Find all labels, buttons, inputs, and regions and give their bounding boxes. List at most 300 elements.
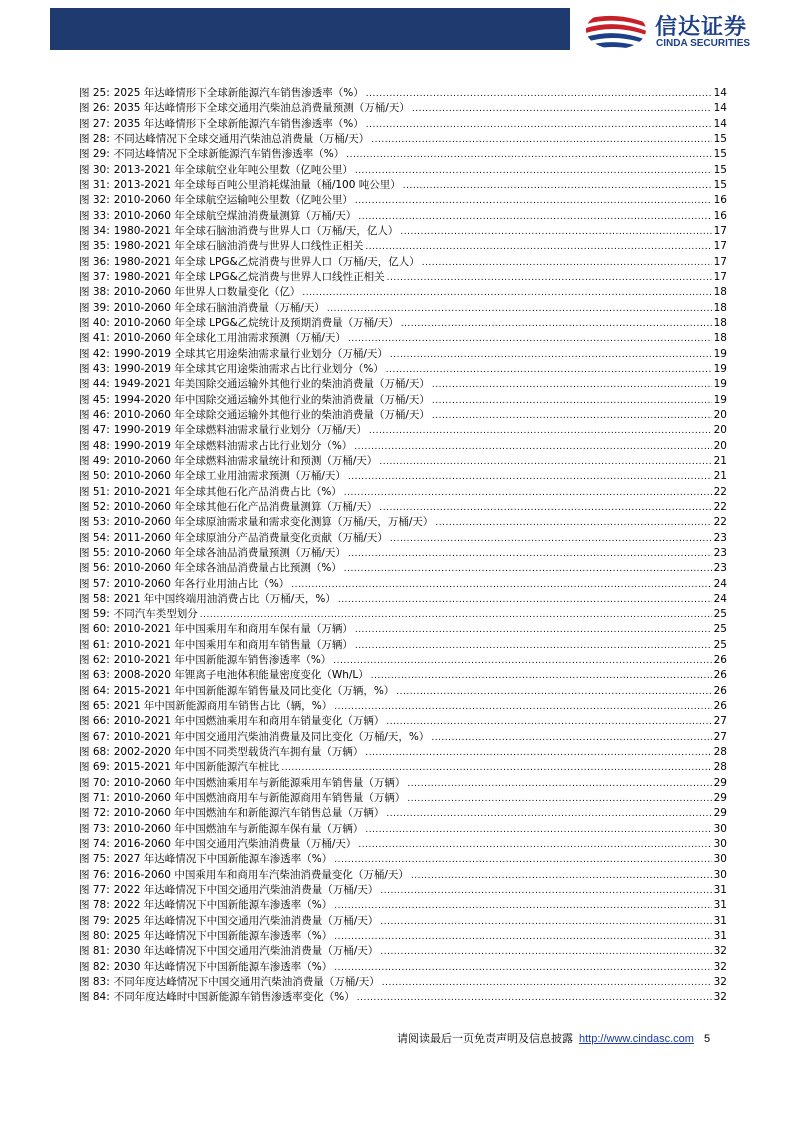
toc-figure-title: 2025 年达峰情况下中国新能源车渗透率（%） xyxy=(113,930,333,943)
toc-figure-title: 2025 年达峰情形下全球新能源汽车销售渗透率（%） xyxy=(113,87,364,99)
toc-entry[interactable] xyxy=(79,423,727,438)
toc-page-number: 21 xyxy=(713,454,727,467)
toc-figure-title: 2010-2060 年全球除交通运输外其他行业的柴油消费量（万桶/天） xyxy=(113,408,430,421)
toc-page-number: 26 xyxy=(713,700,727,713)
toc-page-number: 28 xyxy=(713,761,727,774)
toc-figure-title: 2016-2060 年中国交通用汽柴油消费量（万桶/天） xyxy=(113,838,357,851)
toc-leader-dots xyxy=(386,715,711,730)
toc-figure-title: 2010-2060 年全球石脑油消费量（万桶/天） xyxy=(113,301,325,314)
toc-figure-number: 图 40: xyxy=(79,316,110,329)
toc-entry[interactable] xyxy=(79,239,727,254)
toc-figure-number: 图 28: xyxy=(79,132,110,145)
toc-figure-number: 图 51: xyxy=(79,485,110,498)
toc-figure-number: 图 30: xyxy=(79,163,110,176)
toc-leader-dots xyxy=(401,317,712,332)
toc-figure-title: 2030 年达峰情况下中国交通用汽柴油消费量（万桶/天） xyxy=(113,945,379,958)
toc-page-number: 28 xyxy=(713,746,727,759)
toc-page-number: 15 xyxy=(713,178,727,191)
toc-leader-dots xyxy=(390,532,712,547)
toc-leader-dots xyxy=(382,976,712,991)
toc-page-number: 25 xyxy=(713,608,727,621)
toc-leader-dots xyxy=(369,424,712,439)
toc-entry[interactable] xyxy=(79,331,727,346)
toc-entry[interactable] xyxy=(79,607,727,622)
toc-figure-title: 2025 年达峰情况下中国交通用汽柴油消费量（万桶/天） xyxy=(113,914,379,927)
toc-figure-title: 2010-2060 年全球其他石化产品消费量测算（万桶/天） xyxy=(113,500,378,513)
toc-page-number: 29 xyxy=(713,776,727,789)
toc-figure-title: 2010-2060 年中国燃油车和新能源汽车销售总量（万辆） xyxy=(113,807,385,820)
toc-entry[interactable] xyxy=(79,622,727,637)
toc-entry[interactable] xyxy=(79,362,727,377)
toc-leader-dots xyxy=(396,685,711,700)
toc-figure-number: 图 72: xyxy=(79,807,110,820)
toc-figure-title: 2013-2021 年全球航空业年吨公里数（亿吨公里） xyxy=(113,163,353,176)
toc-page-number: 24 xyxy=(713,592,727,605)
toc-page-number: 19 xyxy=(713,347,727,360)
toc-entry[interactable] xyxy=(79,822,727,837)
toc-leader-dots xyxy=(365,823,711,838)
toc-figure-title: 2010-2060 年全球原油需求量和需求变化测算（万桶/天，万桶/天） xyxy=(113,516,434,529)
toc-entry[interactable] xyxy=(79,163,727,178)
toc-leader-dots xyxy=(432,378,712,393)
toc-entry[interactable] xyxy=(79,684,727,699)
toc-entry[interactable] xyxy=(79,960,727,975)
toc-figure-number: 图 47: xyxy=(79,424,110,437)
toc-entry[interactable] xyxy=(79,561,727,576)
toc-leader-dots xyxy=(344,562,712,577)
toc-figure-number: 图 26: xyxy=(79,102,110,115)
toc-figure-title: 2010-2060 年全球工业用油需求预测（万桶/天） xyxy=(113,470,346,483)
toc-page-number: 25 xyxy=(713,638,727,651)
toc-figure-number: 图 43: xyxy=(79,362,110,375)
toc-figure-title: 2016-2060 中国乘用车和商用车汽柴油消费量变化（万桶/天） xyxy=(113,868,409,881)
toc-entry[interactable] xyxy=(79,101,727,116)
toc-leader-dots xyxy=(390,348,712,363)
toc-figure-number: 图 34: xyxy=(79,224,110,237)
toc-page-number: 17 xyxy=(713,240,727,253)
toc-page-number: 23 xyxy=(713,531,727,544)
toc-figure-title: 2010-2060 年全球航空煤油消费量测算（万桶/天） xyxy=(113,209,357,222)
toc-figure-title: 不同达峰情况下全球交通用汽柴油总消费量（万桶/天） xyxy=(113,132,370,145)
toc-figure-title: 2035 年达峰情形下全球新能源汽车销售渗透率（%） xyxy=(113,117,364,130)
toc-entry[interactable] xyxy=(79,531,727,546)
toc-page-number: 18 xyxy=(713,332,727,345)
toc-figure-number: 图 73: xyxy=(79,822,110,835)
toc-entry[interactable] xyxy=(79,730,727,745)
toc-figure-number: 图 44: xyxy=(79,378,110,391)
toc-page-number: 30 xyxy=(713,853,727,866)
toc-entry[interactable] xyxy=(79,224,727,239)
toc-page-number: 20 xyxy=(713,439,727,452)
toc-entry[interactable] xyxy=(79,653,727,668)
toc-page-number: 17 xyxy=(713,270,727,283)
toc-entry[interactable] xyxy=(79,515,727,530)
toc-leader-dots xyxy=(366,118,712,133)
toc-leader-dots xyxy=(411,869,712,884)
toc-entry[interactable] xyxy=(79,944,727,959)
toc-page-number: 19 xyxy=(713,393,727,406)
toc-page-number: 32 xyxy=(713,991,727,1004)
toc-figure-title: 2010-2060 年全球 LPG&乙烷统计及预期消费量（万桶/天） xyxy=(113,316,399,329)
toc-figure-number: 图 36: xyxy=(79,255,110,268)
toc-entry[interactable] xyxy=(79,760,727,775)
toc-figure-title: 2010-2021 年中国燃油乘用车和商用车销量变化（万辆） xyxy=(113,715,385,728)
toc-page-number: 14 xyxy=(713,87,727,99)
toc-entry[interactable] xyxy=(79,469,727,484)
toc-page-number: 23 xyxy=(713,562,727,575)
toc-page-number: 26 xyxy=(713,669,727,682)
toc-leader-dots xyxy=(327,302,712,317)
toc-page-number: 15 xyxy=(713,163,727,176)
toc-figure-number: 图 75: xyxy=(79,853,110,866)
toc-figure-number: 图 63: xyxy=(79,669,110,682)
toc-entry[interactable] xyxy=(79,485,727,500)
toc-entry[interactable] xyxy=(79,408,727,423)
toc-page-number: 30 xyxy=(713,822,727,835)
toc-figure-title: 1990-2019 年全球燃料油需求占比行业划分（%） xyxy=(113,439,353,452)
toc-entry[interactable] xyxy=(79,132,727,147)
toc-figure-title: 2002-2020 年中国不同类型载货汽车拥有量（万辆） xyxy=(113,746,364,759)
toc-figure-number: 图 78: xyxy=(79,899,110,912)
toc-figure-title: 2015-2021 年中国新能源车销售量及同比变化（万辆，%） xyxy=(113,684,395,697)
toc-page-number: 32 xyxy=(713,960,727,973)
toc-leader-dots xyxy=(435,516,711,531)
toc-entry[interactable] xyxy=(79,454,727,469)
toc-entry[interactable] xyxy=(79,868,727,883)
toc-figure-title: 1980-2021 年全球石脑油消费与世界人口（万桶/天，亿人） xyxy=(113,224,399,237)
toc-leader-dots xyxy=(380,945,711,960)
toc-entry[interactable] xyxy=(79,270,727,285)
toc-leader-dots xyxy=(422,256,712,271)
toc-figure-number: 图 46: xyxy=(79,408,110,421)
toc-figure-number: 图 32: xyxy=(79,194,110,207)
cinda-logo-icon xyxy=(585,10,647,50)
toc-entry[interactable] xyxy=(79,837,727,852)
toc-page-number: 31 xyxy=(713,914,727,927)
toc-leader-dots xyxy=(380,915,711,930)
toc-figure-number: 图 76: xyxy=(79,868,110,881)
toc-leader-dots xyxy=(348,547,712,562)
toc-figure-title: 2027 年达峰情况下中国新能源车渗透率（%） xyxy=(113,853,333,866)
footer xyxy=(397,1030,737,1046)
toc-page-number: 27 xyxy=(713,715,727,728)
toc-leader-dots xyxy=(407,792,711,807)
toc-figure-title: 不同汽车类型划分 xyxy=(113,608,198,621)
toc-entry[interactable] xyxy=(79,929,727,944)
toc-page-number: 18 xyxy=(713,316,727,329)
toc-figure-title: 2010-2060 年全球各油品消费量预测（万桶/天） xyxy=(113,546,346,559)
toc-figure-title: 2022 年达峰情况下中国新能源车渗透率（%） xyxy=(113,899,333,912)
toc-figure-number: 图 31: xyxy=(79,178,110,191)
toc-entry[interactable] xyxy=(79,117,727,132)
toc-entry[interactable] xyxy=(79,883,727,898)
toc-figure-title: 2010-2060 年全球燃料油需求量统计和预测（万桶/天） xyxy=(113,454,378,467)
toc-figure-number: 图 35: xyxy=(79,240,110,253)
toc-figure-number: 图 61: xyxy=(79,638,110,651)
toc-page-number: 27 xyxy=(713,730,727,743)
toc-leader-dots xyxy=(407,777,711,792)
toc-figure-number: 图 55: xyxy=(79,546,110,559)
toc-leader-dots xyxy=(291,578,711,593)
toc-page-number: 31 xyxy=(713,899,727,912)
toc-leader-dots xyxy=(371,133,711,148)
toc-page-number: 29 xyxy=(713,807,727,820)
toc-entry[interactable] xyxy=(79,316,727,331)
toc-leader-dots xyxy=(302,286,711,301)
toc-page-number: 18 xyxy=(713,286,727,299)
toc-page-number: 26 xyxy=(713,654,727,667)
toc-figure-number: 图 62: xyxy=(79,654,110,667)
toc-entry[interactable] xyxy=(79,546,727,561)
toc-entry[interactable] xyxy=(79,668,727,683)
toc-figure-title: 2030 年达峰情况下中国新能源车渗透率（%） xyxy=(113,960,333,973)
toc-page-number: 32 xyxy=(713,945,727,958)
toc-leader-dots xyxy=(358,838,711,853)
toc-entry[interactable] xyxy=(79,975,727,990)
toc-figure-title: 2010-2021 年全球其他石化产品消费占比（%） xyxy=(113,485,342,498)
toc-entry[interactable] xyxy=(79,439,727,454)
toc-entry[interactable] xyxy=(79,852,727,867)
toc-figure-number: 图 38: xyxy=(79,286,110,299)
toc-figure-number: 图 65: xyxy=(79,700,110,713)
toc-leader-dots xyxy=(338,593,712,608)
toc-page-number: 23 xyxy=(713,546,727,559)
toc-entry[interactable] xyxy=(79,193,727,208)
toc-figure-number: 图 45: xyxy=(79,393,110,406)
toc-figure-title: 1990-2019 全球其它用途柴油需求量行业划分（万桶/天） xyxy=(113,347,388,360)
toc-figure-title: 2010-2060 年世界人口数量变化（亿） xyxy=(113,286,301,299)
toc-page-number: 31 xyxy=(713,884,727,897)
toc-figure-number: 图 71: xyxy=(79,792,110,805)
toc-leader-dots xyxy=(366,87,712,102)
toc-leader-dots xyxy=(432,409,712,424)
toc-leader-dots xyxy=(355,623,712,638)
toc-page-number: 21 xyxy=(713,470,727,483)
toc-figure-number: 图 83: xyxy=(79,976,110,989)
toc-page-number: 31 xyxy=(713,930,727,943)
toc-entry[interactable] xyxy=(79,898,727,913)
toc-page-number: 19 xyxy=(713,362,727,375)
toc-leader-dots xyxy=(400,225,711,240)
toc-leader-dots xyxy=(333,654,711,669)
toc-page-number: 15 xyxy=(713,148,727,161)
toc-entry[interactable] xyxy=(79,638,727,653)
toc-page-number: 24 xyxy=(713,577,727,590)
toc-figure-number: 图 33: xyxy=(79,209,110,222)
toc-page-number: 14 xyxy=(713,117,727,130)
toc-figure-number: 图 57: xyxy=(79,577,110,590)
toc-page-number: 16 xyxy=(713,209,727,222)
toc-entry[interactable] xyxy=(79,285,727,300)
toc-entry[interactable] xyxy=(79,592,727,607)
toc-figure-title: 2008-2020 年锂离子电池体积能量密度变化（Wh/L） xyxy=(113,669,369,682)
toc-entry[interactable] xyxy=(79,806,727,821)
toc-figure-number: 图 66: xyxy=(79,715,110,728)
toc-figure-title: 1990-2019 年全球其它用途柴油需求占比行业划分（%） xyxy=(113,362,384,375)
logo-chinese-text: 信达证券 xyxy=(655,15,748,40)
toc-figure-number: 图 54: xyxy=(79,531,110,544)
toc-leader-dots xyxy=(334,700,711,715)
toc-figure-title: 2010-2060 年中国燃油商用车与新能源商用车销售量（万辆） xyxy=(113,792,406,805)
toc-page-number: 22 xyxy=(713,500,727,513)
toc-page-number: 14 xyxy=(713,102,727,115)
toc-page-number: 30 xyxy=(713,838,727,851)
toc-leader-dots xyxy=(386,363,712,378)
toc-figure-number: 图 29: xyxy=(79,148,110,161)
toc-leader-dots xyxy=(334,961,711,976)
toc-leader-dots xyxy=(432,394,712,409)
toc-figure-number: 图 74: xyxy=(79,838,110,851)
toc-figure-title: 2010-2021 年中国乘用车和商用车保有量（万辆） xyxy=(113,623,353,636)
toc-page-number: 29 xyxy=(713,792,727,805)
toc-leader-dots xyxy=(431,731,711,746)
toc-figure-title: 不同年度达峰情况下中国交通用汽柴油消费量（万桶/天） xyxy=(113,976,380,989)
toc-figure-title: 2010-2021 年中国交通用汽柴油消费量及同比变化（万桶/天，%） xyxy=(113,730,430,743)
cinda-logo xyxy=(585,8,775,52)
toc-figure-title: 2021 年中国终端用油消费占比（万桶/天，%） xyxy=(113,592,336,605)
toc-entry[interactable] xyxy=(79,745,727,760)
toc-entry[interactable] xyxy=(79,393,727,408)
toc-figure-title: 2010-2060 年全球各油品消费量占比预测（%） xyxy=(113,562,342,575)
toc-page-number: 17 xyxy=(713,224,727,237)
toc-figure-number: 图 25: xyxy=(79,87,110,99)
toc-leader-dots xyxy=(380,884,711,899)
toc-leader-dots xyxy=(334,930,711,945)
toc-leader-dots xyxy=(371,669,712,684)
toc-figure-number: 图 39: xyxy=(79,301,110,314)
toc-figure-title: 2013-2021 年全球每百吨公里消耗煤油量（桶/100 吨公里） xyxy=(113,178,401,191)
toc-leader-dots xyxy=(354,440,711,455)
toc-leader-dots xyxy=(334,899,711,914)
toc-figure-title: 1990-2019 年全球燃料油需求量行业划分（万桶/天） xyxy=(113,424,367,437)
toc-figure-number: 图 82: xyxy=(79,960,110,973)
toc-entry[interactable] xyxy=(79,714,727,729)
toc-figure-number: 图 56: xyxy=(79,562,110,575)
toc-page-number: 30 xyxy=(713,868,727,881)
toc-figure-title: 2010-2060 年各行业用油占比（%） xyxy=(113,577,290,590)
toc-figure-title: 2010-2060 年中国燃油车与新能源车保有量（万辆） xyxy=(113,822,364,835)
toc-entry[interactable] xyxy=(79,577,727,592)
toc-leader-dots xyxy=(358,210,711,225)
toc-entry[interactable] xyxy=(79,791,727,806)
toc-leader-dots xyxy=(357,991,712,1006)
footer-disclaimer: 请阅读最后一页免责声明及信息披露 xyxy=(397,1032,573,1045)
toc-figure-number: 图 53: xyxy=(79,516,110,529)
footer-website-link[interactable]: http://www.cindasc.com xyxy=(579,1033,694,1045)
toc-figure-number: 图 84: xyxy=(79,991,110,1004)
toc-entry[interactable] xyxy=(79,255,727,270)
toc-figure-title: 2010-2060 年全球航空运输吨公里数（亿吨公里） xyxy=(113,194,353,207)
toc-page-number: 22 xyxy=(713,485,727,498)
header-bar xyxy=(50,8,570,50)
toc-figure-number: 图 50: xyxy=(79,470,110,483)
toc-leader-dots xyxy=(387,271,712,286)
toc-leader-dots xyxy=(200,608,712,623)
toc-figure-title: 2035 年达峰情形下全球交通用汽柴油总消费量预测（万桶/天） xyxy=(113,102,410,115)
toc-leader-dots xyxy=(344,486,712,501)
toc-page-number: 32 xyxy=(713,976,727,989)
toc-entry[interactable] xyxy=(79,209,727,224)
toc-leader-dots xyxy=(334,853,711,868)
toc-figure-number: 图 64: xyxy=(79,684,110,697)
toc-figure-number: 图 70: xyxy=(79,776,110,789)
toc-leader-dots xyxy=(403,179,712,194)
toc-figure-title: 1994-2020 年中国除交通运输外其他行业的柴油消费量（万桶/天） xyxy=(113,393,430,406)
toc-entry[interactable] xyxy=(79,699,727,714)
toc-entry[interactable] xyxy=(79,301,727,316)
toc-figure-number: 图 42: xyxy=(79,347,110,360)
toc-figure-number: 图 27: xyxy=(79,117,110,130)
toc-entry[interactable] xyxy=(79,500,727,515)
toc-figure-number: 图 67: xyxy=(79,730,110,743)
toc-figure-title: 2021 年中国新能源商用车销售占比（辆，%） xyxy=(113,700,333,713)
toc-figure-title: 2010-2021 年中国乘用车和商用车销售量（万辆） xyxy=(113,638,353,651)
toc-figure-number: 图 77: xyxy=(79,884,110,897)
toc-figure-number: 图 49: xyxy=(79,454,110,467)
toc-figure-title: 1980-2021 年全球石脑油消费与世界人口线性正相关 xyxy=(113,240,364,253)
figure-list xyxy=(79,86,727,1006)
toc-figure-number: 图 60: xyxy=(79,623,110,636)
toc-figure-title: 2015-2021 年中国新能源汽车桩比 xyxy=(113,761,280,774)
toc-page-number: 26 xyxy=(713,684,727,697)
toc-leader-dots xyxy=(412,102,712,117)
toc-page-number: 19 xyxy=(713,378,727,391)
toc-page-number: 16 xyxy=(713,194,727,207)
toc-figure-title: 2010-2060 年全球化工用油需求预测（万桶/天） xyxy=(113,332,346,345)
toc-page-number: 25 xyxy=(713,623,727,636)
toc-page-number: 15 xyxy=(713,132,727,145)
toc-figure-number: 图 58: xyxy=(79,592,110,605)
toc-leader-dots xyxy=(379,501,711,516)
toc-page-number: 18 xyxy=(713,301,727,314)
toc-figure-number: 图 37: xyxy=(79,270,110,283)
toc-entry[interactable] xyxy=(79,86,727,101)
logo-english-text: CINDA SECURITIES xyxy=(656,38,751,49)
toc-leader-dots xyxy=(346,148,711,163)
toc-leader-dots xyxy=(355,194,712,209)
toc-leader-dots xyxy=(365,746,711,761)
toc-figure-title: 不同年度达峰时中国新能源车销售渗透率变化（%） xyxy=(113,991,355,1004)
toc-figure-number: 图 41: xyxy=(79,332,110,345)
toc-figure-number: 图 48: xyxy=(79,439,110,452)
toc-leader-dots xyxy=(355,639,712,654)
toc-figure-number: 图 80: xyxy=(79,930,110,943)
toc-entry[interactable] xyxy=(79,990,727,1005)
toc-entry[interactable] xyxy=(79,776,727,791)
toc-figure-title: 1949-2021 年美国除交通运输外其他行业的柴油消费量（万桶/天） xyxy=(113,378,430,391)
toc-figure-title: 不同达峰情况下全球新能源汽车销售渗透率（%） xyxy=(113,148,345,161)
toc-entry[interactable] xyxy=(79,377,727,392)
toc-entry[interactable] xyxy=(79,178,727,193)
footer-page-number: 5 xyxy=(703,1033,711,1045)
toc-figure-number: 图 68: xyxy=(79,746,110,759)
toc-figure-title: 1980-2021 年全球 LPG&乙烷消费与世界人口线性正相关 xyxy=(113,270,385,283)
toc-page-number: 20 xyxy=(713,408,727,421)
toc-figure-number: 图 69: xyxy=(79,761,110,774)
toc-figure-number: 图 81: xyxy=(79,945,110,958)
toc-leader-dots xyxy=(281,761,711,776)
toc-entry[interactable] xyxy=(79,147,727,162)
toc-leader-dots xyxy=(386,807,711,822)
toc-figure-title: 2011-2060 年全球原油分产品消费量变化贡献（万桶/天） xyxy=(113,531,388,544)
toc-figure-title: 2010-2021 年中国新能源车销售渗透率（%） xyxy=(113,654,332,667)
toc-leader-dots xyxy=(348,332,712,347)
toc-entry[interactable] xyxy=(79,347,727,362)
toc-entry[interactable] xyxy=(79,914,727,929)
toc-page-number: 22 xyxy=(713,516,727,529)
toc-page-number: 20 xyxy=(713,424,727,437)
toc-leader-dots xyxy=(348,470,712,485)
